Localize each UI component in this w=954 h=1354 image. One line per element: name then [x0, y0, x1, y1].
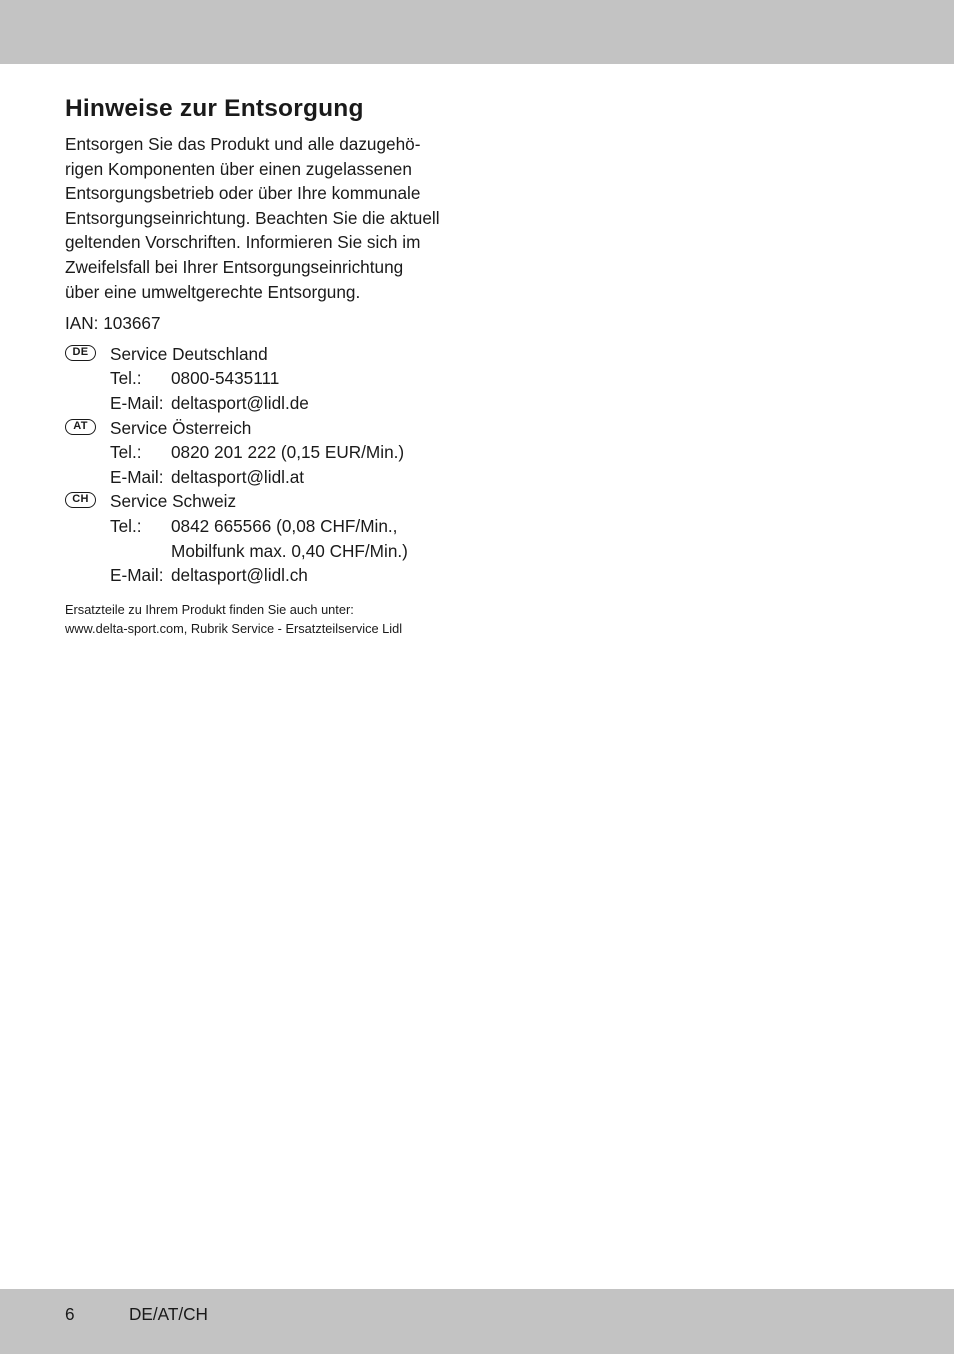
service-email-row	[110, 563, 465, 588]
paragraph-line: Entsorgungsbetrieb oder über Ihre kommunale	[65, 183, 421, 204]
service-germany	[65, 342, 465, 416]
service-email-row	[110, 391, 465, 416]
service-title: Service Österreich	[110, 417, 252, 438]
email-label: E-Mail:	[110, 565, 164, 586]
phone-label: Tel.:	[110, 515, 142, 536]
service-austria	[65, 416, 465, 490]
phone-number: 0820 201 222 (0,15 EUR/Min.)	[171, 442, 405, 463]
phone-number-continued: Mobilfunk max. 0,40 CHF/Min.)	[171, 540, 408, 561]
email-address: deltasport@lidl.ch	[171, 565, 308, 586]
service-list	[65, 342, 465, 588]
country-badge-at: AT	[65, 419, 96, 435]
paragraph-line: über eine umweltgerechte Entsorgung.	[65, 281, 361, 302]
service-switzerland	[65, 489, 465, 587]
note-line: Ersatzteile zu Ihrem Produkt finden Sie auch unter:	[65, 601, 354, 617]
email-address: deltasport@lidl.de	[171, 392, 309, 413]
page-number: 6	[65, 1304, 75, 1324]
email-address: deltasport@lidl.at	[171, 466, 305, 487]
note-line: www.delta-sport.com, Rubrik Service - Ersatzteilservice Lidl	[65, 621, 403, 637]
service-phone-row	[110, 440, 465, 465]
phone-label: Tel.:	[110, 442, 142, 463]
country-badge-ch: CH	[65, 492, 96, 508]
service-title: Service Schweiz	[110, 491, 237, 512]
country-badge-de: DE	[65, 345, 96, 361]
region-label: DE/AT/CH	[129, 1304, 208, 1324]
paragraph-line: rigen Komponenten über einen zugelassenen	[65, 158, 412, 179]
paragraph-line: geltenden Vorschriften. Informieren Sie sich im	[65, 232, 421, 253]
page-content	[65, 94, 465, 639]
section-heading: Hinweise zur Entsorgung	[65, 95, 364, 122]
service-email-row	[110, 465, 465, 490]
ian-number: IAN: 103667	[65, 313, 161, 334]
disposal-paragraph	[65, 132, 465, 304]
paragraph-line: Entsorgen Sie das Produkt und alle dazugehö-	[65, 134, 421, 154]
email-label: E-Mail:	[110, 466, 164, 487]
paragraph-line: Zweifelsfall bei Ihrer Entsorgungseinrichtung	[65, 256, 404, 277]
service-title: Service Deutschland	[110, 343, 268, 364]
phone-label: Tel.:	[110, 368, 142, 389]
spare-parts-note	[65, 600, 465, 639]
header-band	[0, 0, 954, 64]
paragraph-line: Entsorgungseinrichtung. Beachten Sie die aktuell	[65, 207, 440, 228]
phone-number: 0800-5435111	[171, 368, 280, 389]
email-label: E-Mail:	[110, 392, 164, 413]
service-phone-row	[110, 514, 465, 539]
service-phone-row	[110, 366, 465, 391]
phone-number: 0842 665566 (0,08 CHF/Min.,	[171, 515, 398, 536]
